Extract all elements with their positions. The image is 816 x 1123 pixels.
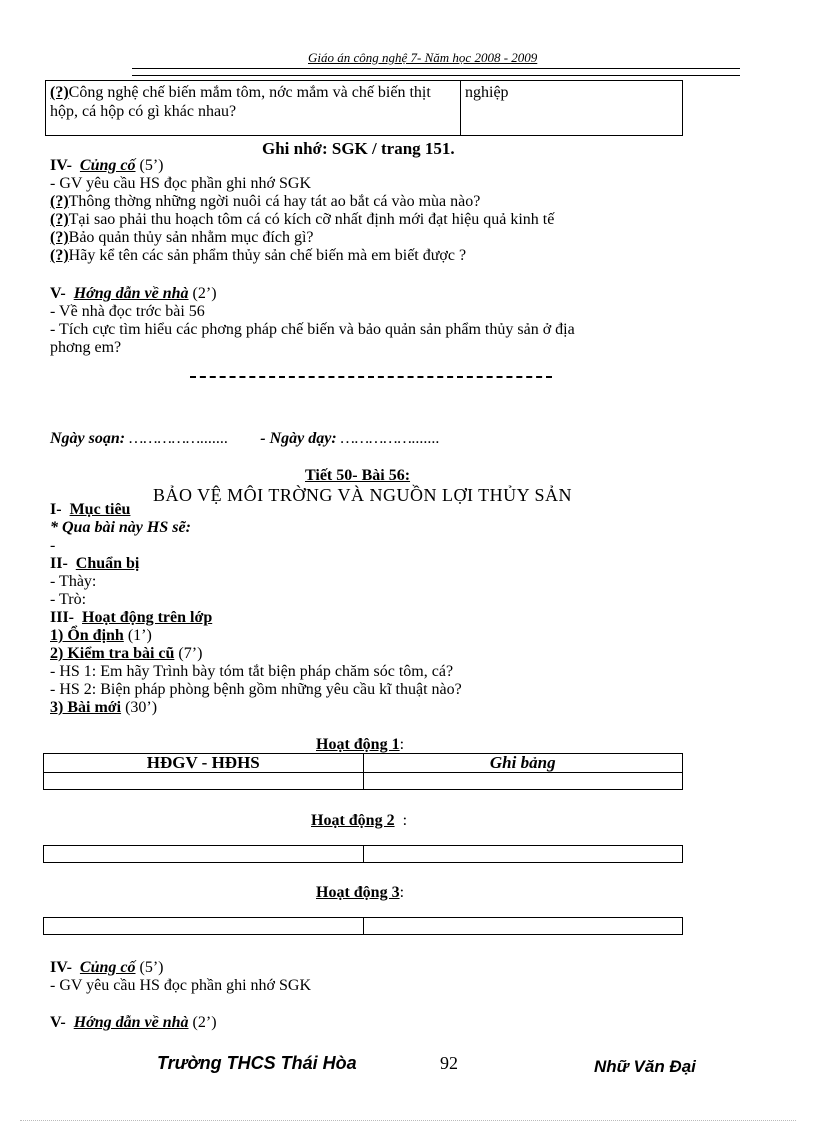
hs2-question: - HS 2: Biện pháp phòng bệnh gồm những yêu cầu kĩ thuật nào?: [50, 681, 462, 698]
activity-2-table: [43, 845, 683, 863]
footer-author: Nhữ Văn Đại: [594, 1057, 696, 1076]
lesson-title: BẢO VỆ MÔI TRỜNG VÀ NGUỒN LỢI THỦY SẢN: [153, 485, 573, 505]
header-rule: [132, 68, 740, 76]
s4b-line: - GV yêu cầu HS đọc phần ghi nhớ SGK: [50, 977, 312, 994]
section-3-heading: III- Hoạt động trên lớp: [50, 609, 213, 626]
col-board: Ghi bảng: [363, 754, 683, 773]
activity-3-table: [43, 917, 683, 935]
section-5-heading: V- Hớng dẫn về nhà (2’): [50, 285, 217, 302]
s5-line-3: phơng em?: [50, 339, 122, 356]
activity-2-title: Hoạt động 2 :: [311, 812, 408, 829]
answer-cell: nghiệp: [461, 81, 683, 136]
page-number: 92: [440, 1053, 458, 1073]
footer-school: Trường THCS Thái Hòa: [157, 1053, 357, 1073]
section-4-heading: IV- Củng cố (5’): [50, 157, 164, 174]
section-4b-heading: IV- Củng cố (5’): [50, 959, 164, 976]
table-cell: [44, 846, 364, 863]
question-cell: [46, 81, 461, 136]
objective-dash: -: [50, 537, 56, 554]
s4-line-5: (?)Hãy kể tên các sản phẩm thủy sản chế biến mà em biết được ?: [50, 247, 467, 264]
kiem-tra: 2) Kiểm tra bài cũ (7’): [50, 645, 203, 662]
previous-question-table: [45, 80, 683, 136]
prep-student: - Trò:: [50, 591, 87, 608]
section-2-heading: II- Chuẩn bị: [50, 555, 140, 572]
col-teacher-student: HĐGV - HĐHS: [44, 754, 364, 773]
question-mark: (?): [50, 84, 69, 101]
prep-teacher: - Thày:: [50, 573, 97, 590]
table-cell: [363, 918, 683, 935]
table-cell: [44, 773, 364, 790]
separator-line: [190, 376, 552, 378]
page-header: Giáo án công nghệ 7- Năm học 2008 - 2009: [308, 50, 538, 65]
table-cell: [44, 918, 364, 935]
ghi-nho-note: Ghi nhớ: SGK / trang 151.: [262, 139, 455, 158]
activity-1-table: [43, 753, 683, 790]
hs1-question: - HS 1: Em hãy Trình bày tóm tắt biện pháp chăm sóc tôm, cá?: [50, 663, 454, 680]
bai-moi: 3) Bài mới (30’): [50, 699, 158, 716]
s4-line-1: - GV yêu cầu HS đọc phần ghi nhớ SGK: [50, 175, 312, 192]
on-dinh: 1) Ổn định (1’): [50, 627, 152, 644]
table-cell: [363, 773, 683, 790]
date-line: Ngày soạn: ……………....... - Ngày dạy: …………….......: [50, 430, 440, 447]
s4-line-2: (?)Thông thờng những ngời nuôi cá hay tát ao bắt cá vào mùa nào?: [50, 193, 481, 210]
table-cell: [363, 846, 683, 863]
section-1-heading: I- Mục tiêu: [50, 501, 131, 518]
activity-1-title: Hoạt động 1:: [316, 736, 405, 753]
section-5b-heading: V- Hớng dẫn về nhà (2’): [50, 1014, 217, 1031]
s5-line-2: - Tích cực tìm hiểu các phơng pháp chế biến và bảo quản sản phẩm thủy sản ở địa: [50, 321, 575, 338]
s4-line-4: (?)Bảo quản thủy sản nhằm mục đích gì?: [50, 229, 314, 246]
page-edge: [20, 1120, 796, 1121]
objective-intro: * Qua bài này HS sẽ:: [50, 519, 191, 536]
lesson-code: Tiết 50- Bài 56:: [305, 467, 411, 484]
question-text: Công nghệ chế biến mắm tôm, nớc mắm và chế biến thịt hộp, cá hộp có gì khác nhau?: [50, 84, 431, 120]
s4-line-3: (?)Tại sao phải thu hoạch tôm cá có kích cỡ nhất định mới đạt hiệu quả kinh tế: [50, 211, 555, 228]
activity-3-title: Hoạt động 3:: [316, 884, 405, 901]
s5-line-1: - Về nhà đọc trớc bài 56: [50, 303, 205, 320]
